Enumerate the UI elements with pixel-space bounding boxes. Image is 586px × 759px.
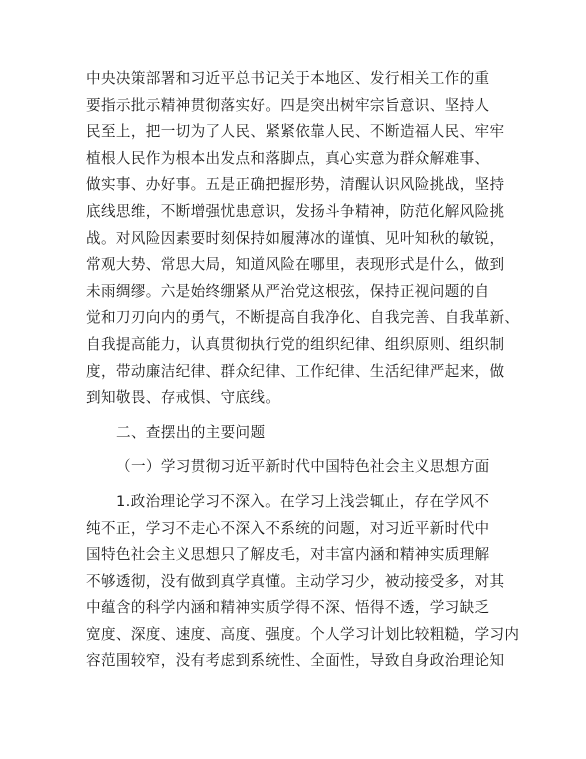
text-line: 中蕴含的科学内涵和精神实质学得不深、悟得不透，学习缺乏 (86, 599, 490, 617)
text-line: 1.政治理论学习不深入。在学习上浅尝辄止，存在学风不 (116, 492, 490, 510)
text-line: 国特色社会主义思想只了解皮毛，对丰富内涵和精神实质理解 (86, 546, 490, 564)
text-line: 民至上，把一切为了人民、紧紧依靠人民、不断造福人民、牢牢 (86, 123, 505, 141)
text-line: 做实事、办好事。五是正确把握形势，清醒认识风险挑战，坚持 (86, 176, 505, 194)
text-line: 战。对风险因素要时刻保持如履薄冰的谨慎、见叶知秋的敏锐， (86, 229, 505, 247)
text-line: 要指示批示精神贯彻落实好。四是突出树牢宗旨意识、坚持人 (86, 96, 490, 114)
text-line: 中央决策部署和习近平总书记关于本地区、发行相关工作的重 (86, 70, 490, 87)
text-line: 纯不正，学习不走心不深入不系统的问题，对习近平新时代中 (86, 519, 490, 537)
text-line: 容范围较窄，没有考虑到系统性、全面性，导致自身政治理论知 (86, 652, 505, 670)
section-heading: 二、查摆出的主要问题 (116, 423, 266, 441)
text-line: 度，带动廉洁纪律、群众纪律、工作纪律、生活纪律严起来，做 (86, 362, 505, 380)
document-body (86, 66, 520, 675)
paragraph-political-theory (86, 489, 520, 675)
paragraph-continued (86, 66, 520, 412)
subsection-heading: （一）学习贯彻习近平新时代中国特色社会主义思想方面 (116, 458, 490, 476)
text-line: 觉和刀刃向内的勇气，不断提高自我净化、自我完善、自我革新、 (86, 309, 520, 327)
text-line: 植根人民作为根本出发点和落脚点，真心实意为群众解难事、 (86, 149, 490, 167)
text-line: 不够透彻，没有做到真学真懂。主动学习少，被动接受多，对其 (86, 572, 505, 590)
text-line: 常观大势、常思大局，知道风险在哪里，表现形式是什么，做到 (86, 256, 505, 274)
text-line: 宽度、深度、速度、高度、强度。个人学习计划比较粗糙，学习内 (86, 625, 520, 643)
text-line: 到知敬畏、存戒惧、守底线。 (86, 389, 281, 407)
text-line: 底线思维，不断增强忧患意识，发扬斗争精神，防范化解风险挑 (86, 202, 505, 220)
text-line: 未雨绸缪。六是始终绷紧从严治党这根弦，保持正视问题的自 (86, 282, 490, 300)
text-line: 自我提高能力，认真贯彻执行党的组织纪律、组织原则、组织制 (86, 335, 505, 353)
